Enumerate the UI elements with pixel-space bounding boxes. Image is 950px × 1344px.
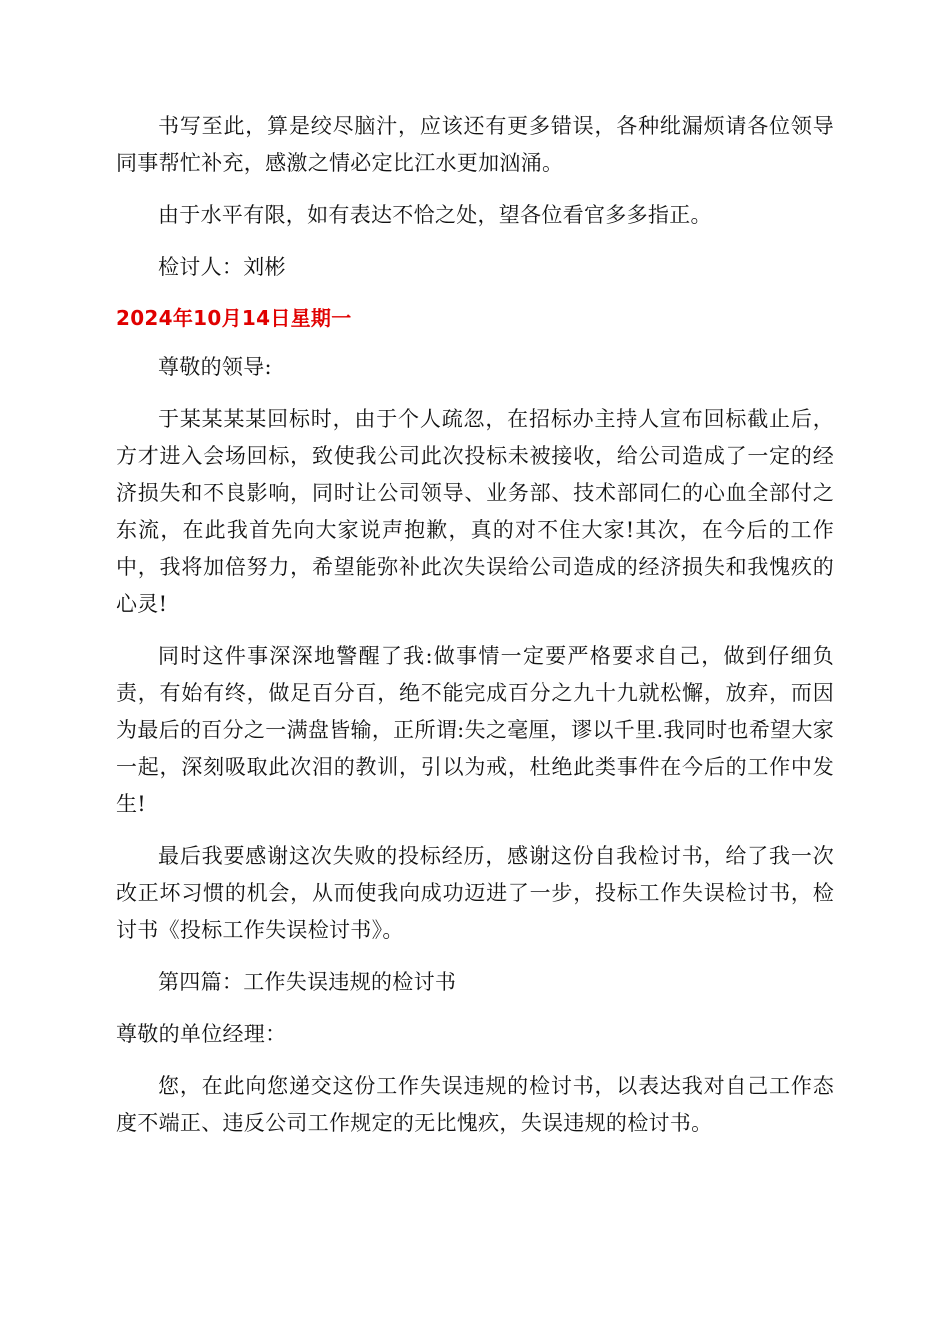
paragraph-body-4: 您，在此向您递交这份工作失误违规的检讨书，以表达我对自己工作态度不端正、违反公司工作规定的无比愧疚，失误违规的检讨书。 — [116, 1074, 834, 1135]
document-page — [116, 108, 834, 1157]
section-title: 第四篇：工作失误违规的检讨书 — [158, 970, 457, 994]
paragraph-body-2: 同时这件事深深地警醒了我:做事情一定要严格要求自己，做到仔细负责，有始有终，做足百分百，绝不能完成百分之九十九就松懈，放弃，而因为最后的百分之一满盘皆输，正所谓:失之毫厘，谬以千里.我同时也希望大家一起，深刻吸取此次泪的教训，引以为戒，杜绝此类事件在今后的工作中发生! — [116, 644, 834, 816]
paragraph-body-1: 于某某某某回标时，由于个人疏忽，在招标办主持人宣布回标截止后，方才进入会场回标，致使我公司此次投标未被接收，给公司造成了一定的经济损失和不良影响，同时让公司领导、业务部、技术部同仁的心血全部付之东流，在此我首先向大家说声抱歉，真的对不住大家!其次，在今后的工作中，我将加倍努力，希望能弥补此次失误给公司造成的经济损失和我愧疚的心灵! — [116, 407, 834, 616]
paragraph-closing: 书写至此，算是绞尽脑汁，应该还有更多错误，各种纰漏烦请各位领导同事帮忙补充，感激之情必定比江水更加汹涌。 — [116, 114, 834, 175]
paragraph-apology-note: 由于水平有限，如有表达不恰之处，望各位看官多多指正。 — [158, 203, 712, 227]
paragraph-body-3: 最后我要感谢这次失败的投标经历，感谢这份自我检讨书，给了我一次改正坏习惯的机会，从而使我向成功迈进了一步，投标工作失误检讨书，检讨书《投标工作失误检讨书》。 — [116, 844, 834, 942]
date-heading: 2024年10月14日星期一 — [116, 306, 352, 330]
signature-line: 检讨人：刘彬 — [158, 255, 286, 279]
salutation-manager: 尊敬的单位经理： — [116, 1022, 287, 1046]
salutation-leader: 尊敬的领导: — [158, 355, 272, 379]
